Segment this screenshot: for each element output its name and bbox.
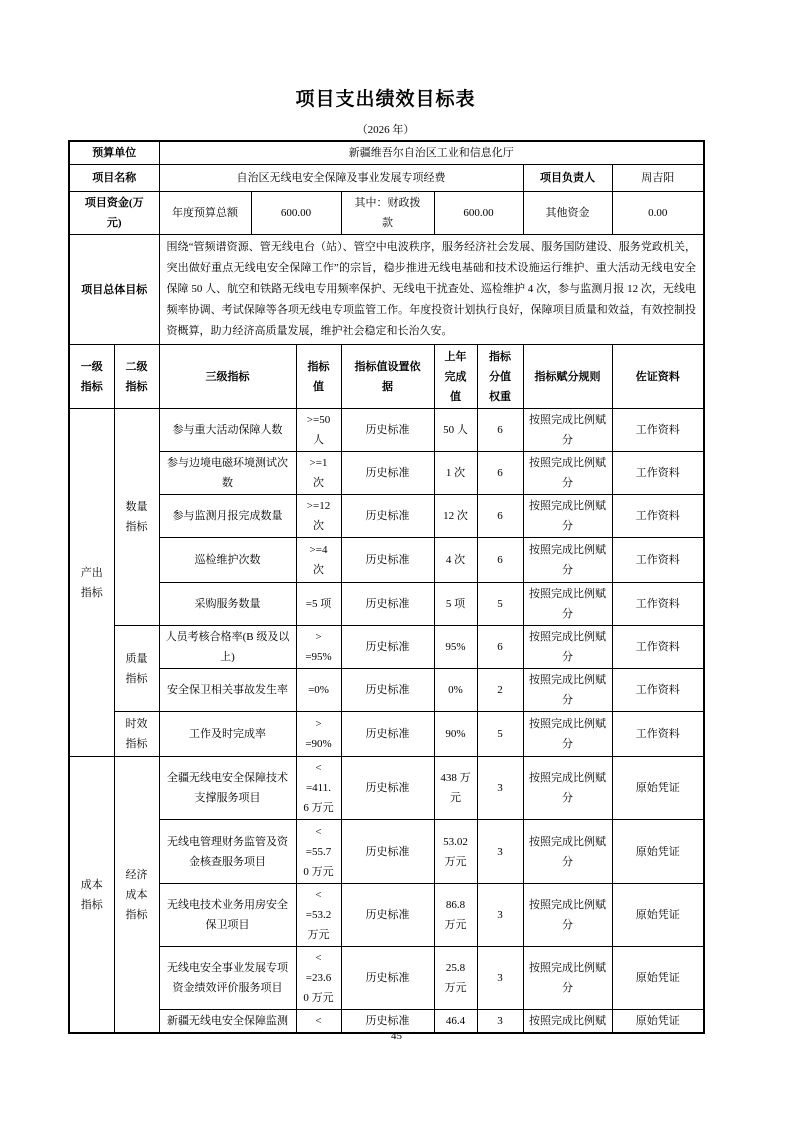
indicator-basis: 历史标准 — [341, 495, 434, 538]
indicator-weight: 5 — [477, 712, 523, 757]
indicator-rule: 按照完成比例赋 分 — [523, 757, 612, 820]
indicator-rule: 按照完成比例赋 分 — [523, 538, 612, 583]
indicator-basis: 历史标准 — [341, 712, 434, 757]
project-leader-value: 周吉阳 — [612, 165, 704, 192]
indicator-weight: 3 — [477, 947, 523, 1010]
indicator-basis: 历史标准 — [341, 947, 434, 1010]
indicator-evidence: 工作资料 — [612, 495, 704, 538]
project-leader-label: 项目负责人 — [523, 165, 612, 192]
overall-goal-text: 围绕“管频谱资源、管无线电台（站）、管空中电波秩序，服务经济社会发展、服务国防建设、服务党政机关，突出做好重点无线电安全保障工作”的宗旨，稳步推进无线电基础和技术设施运行维护、重大活动无线电安全保障 50 人、航空和铁路无线电专用频率保护、无线电干扰查处、巡检维护 4 次，参与监测月报 12 次，无线电频率协调、考试保障等各项无线电专项监管工作。年度投资计划执行良好，保障项目质量和效益，有效控制投资概算，助力经济高质量发展，维护社会稳定和长治久安。 — [159, 235, 704, 345]
indicator-rule: 按照完成比例赋 分 — [523, 884, 612, 947]
annual-budget-value: 600.00 — [251, 192, 341, 235]
indicator-row — [69, 884, 704, 947]
indicator-rule: 按照完成比例赋 分 — [523, 583, 612, 626]
indicator-prev: 1 次 — [434, 452, 477, 495]
indicator-weight: 6 — [477, 409, 523, 452]
indicator-weight: 3 — [477, 757, 523, 820]
indicator-weight: 6 — [477, 495, 523, 538]
indicator-rule: 按照完成比例赋 — [523, 1010, 612, 1034]
indicator-rule: 按照完成比例赋 分 — [523, 669, 612, 712]
indicator-basis: 历史标准 — [341, 452, 434, 495]
indicator-basis: 历史标准 — [341, 626, 434, 669]
indicator-target: > =95% — [296, 626, 341, 669]
indicator-rule: 按照完成比例赋 分 — [523, 947, 612, 1010]
indicator-target: < =55.7 0 万元 — [296, 820, 341, 884]
group-cost-indicators: 成本 指标 — [69, 757, 114, 1034]
indicator-prev: 50 人 — [434, 409, 477, 452]
indicator-target: >=50 人 — [296, 409, 341, 452]
indicator-weight: 2 — [477, 669, 523, 712]
overall-goal-label: 项目总体目标 — [69, 235, 159, 345]
indicator-header-row — [69, 345, 704, 409]
budget-unit-row — [69, 141, 704, 165]
indicator-prev: 86.8 万元 — [434, 884, 477, 947]
project-name-row — [69, 165, 704, 192]
indicator-basis: 历史标准 — [341, 820, 434, 884]
indicator-row — [69, 626, 704, 669]
indicator-target: >=12 次 — [296, 495, 341, 538]
header-weight: 指标 分值 权重 — [477, 345, 523, 409]
group-quantity-indicators: 数量 指标 — [114, 409, 159, 626]
indicator-name: 人员考核合格率(B 级及以上) — [159, 626, 296, 669]
indicator-evidence: 原始凭证 — [612, 820, 704, 884]
indicator-name: 无线电管理财务监管及资金核查服务项目 — [159, 820, 296, 884]
fiscal-allocation-label: 其中：财政拨 款 — [341, 192, 434, 235]
indicator-prev: 12 次 — [434, 495, 477, 538]
page-number: 45 — [391, 1030, 402, 1042]
indicator-prev: 53.02 万元 — [434, 820, 477, 884]
indicator-target: >=1 次 — [296, 452, 341, 495]
page-subtitle: （2026 年） — [356, 124, 415, 136]
indicator-prev: 438 万 元 — [434, 757, 477, 820]
indicator-weight: 5 — [477, 583, 523, 626]
fiscal-allocation-value: 600.00 — [434, 192, 523, 235]
indicator-row — [69, 409, 704, 452]
indicator-evidence: 原始凭证 — [612, 757, 704, 820]
indicator-name: 参与重大活动保障人数 — [159, 409, 296, 452]
indicator-row — [69, 495, 704, 538]
group-economic-cost-indicators: 经济 成本 指标 — [114, 757, 159, 1034]
indicator-basis: 历史标准 — [341, 1010, 434, 1034]
indicator-name: 工作及时完成率 — [159, 712, 296, 757]
budget-unit-label: 预算单位 — [69, 141, 159, 165]
indicator-weight: 6 — [477, 452, 523, 495]
indicator-row — [69, 757, 704, 820]
indicator-weight: 3 — [477, 884, 523, 947]
indicator-rule: 按照完成比例赋 分 — [523, 409, 612, 452]
header-level1: 一级 指标 — [69, 345, 114, 409]
indicator-row — [69, 947, 704, 1010]
indicator-basis: 历史标准 — [341, 538, 434, 583]
indicator-weight: 3 — [477, 820, 523, 884]
header-basis: 指标值设置依 据 — [341, 345, 434, 409]
indicator-basis: 历史标准 — [341, 757, 434, 820]
indicator-weight: 6 — [477, 626, 523, 669]
indicator-name: 全疆无线电安全保障技术支撑服务项目 — [159, 757, 296, 820]
annual-budget-label: 年度预算总额 — [159, 192, 251, 235]
indicator-prev: 4 次 — [434, 538, 477, 583]
indicator-target: < — [296, 1010, 341, 1034]
indicator-evidence: 工作资料 — [612, 409, 704, 452]
group-quality-indicators: 质量 指标 — [114, 626, 159, 712]
indicator-target: =0% — [296, 669, 341, 712]
indicator-target: >=4 次 — [296, 538, 341, 583]
group-timeliness-indicators: 时效 指标 — [114, 712, 159, 757]
indicator-evidence: 原始凭证 — [612, 1010, 704, 1034]
indicator-prev: 46.4 — [434, 1010, 477, 1034]
indicator-name: 采购服务数量 — [159, 583, 296, 626]
indicator-row — [69, 820, 704, 884]
indicator-prev: 5 项 — [434, 583, 477, 626]
indicator-name: 安全保卫相关事故发生率 — [159, 669, 296, 712]
indicator-name: 无线电技术业务用房安全保卫项目 — [159, 884, 296, 947]
indicator-evidence: 工作资料 — [612, 538, 704, 583]
header-target-value: 指标 值 — [296, 345, 341, 409]
overall-goal-row — [69, 235, 704, 345]
budget-unit-value: 新疆维吾尔自治区工业和信息化厅 — [159, 141, 704, 165]
indicator-name: 新疆无线电安全保障监测 — [159, 1010, 296, 1034]
performance-target-table — [68, 140, 705, 1034]
indicator-prev: 95% — [434, 626, 477, 669]
indicator-evidence: 工作资料 — [612, 452, 704, 495]
indicator-evidence: 原始凭证 — [612, 947, 704, 1010]
indicator-prev: 90% — [434, 712, 477, 757]
indicator-target: < =411. 6 万元 — [296, 757, 341, 820]
other-funds-label: 其他资金 — [523, 192, 612, 235]
indicator-weight: 3 — [477, 1010, 523, 1034]
header-prev-year: 上年 完成 值 — [434, 345, 477, 409]
header-level3: 三级指标 — [159, 345, 296, 409]
project-name-label: 项目名称 — [69, 165, 159, 192]
indicator-evidence: 原始凭证 — [612, 884, 704, 947]
indicator-row — [69, 669, 704, 712]
funds-label: 项目资金(万 元) — [69, 192, 159, 235]
indicator-prev: 0% — [434, 669, 477, 712]
indicator-row — [69, 583, 704, 626]
indicator-row — [69, 712, 704, 757]
indicator-name: 无线电安全事业发展专项资金绩效评价服务项目 — [159, 947, 296, 1010]
indicator-row — [69, 452, 704, 495]
indicator-rule: 按照完成比例赋 分 — [523, 452, 612, 495]
indicator-target: < =23.6 0 万元 — [296, 947, 341, 1010]
indicator-name: 参与边境电磁环境测试次数 — [159, 452, 296, 495]
indicator-rule: 按照完成比例赋 分 — [523, 626, 612, 669]
indicator-rule: 按照完成比例赋 分 — [523, 712, 612, 757]
indicator-target: > =90% — [296, 712, 341, 757]
indicator-name: 参与监测月报完成数量 — [159, 495, 296, 538]
indicator-rule: 按照完成比例赋 分 — [523, 820, 612, 884]
indicator-evidence: 工作资料 — [612, 626, 704, 669]
header-evidence: 佐证资料 — [612, 345, 704, 409]
indicator-prev: 25.8 万元 — [434, 947, 477, 1010]
project-name-value: 自治区无线电安全保障及事业发展专项经费 — [159, 165, 523, 192]
indicator-basis: 历史标准 — [341, 884, 434, 947]
page-title: 项目支出绩效目标表 — [295, 89, 476, 110]
indicator-row — [69, 538, 704, 583]
indicator-weight: 6 — [477, 538, 523, 583]
indicator-basis: 历史标准 — [341, 669, 434, 712]
header-scoring-rule: 指标赋分规则 — [523, 345, 612, 409]
indicator-target: < =53.2 万元 — [296, 884, 341, 947]
indicator-target: =5 项 — [296, 583, 341, 626]
indicator-basis: 历史标准 — [341, 409, 434, 452]
indicator-evidence: 工作资料 — [612, 669, 704, 712]
header-level2: 二级 指标 — [114, 345, 159, 409]
indicator-rule: 按照完成比例赋 分 — [523, 495, 612, 538]
group-output-indicators: 产出 指标 — [69, 409, 114, 757]
project-funds-row — [69, 192, 704, 235]
indicator-evidence: 工作资料 — [612, 712, 704, 757]
indicator-evidence: 工作资料 — [612, 583, 704, 626]
other-funds-value: 0.00 — [612, 192, 704, 235]
indicator-name: 巡检维护次数 — [159, 538, 296, 583]
indicator-basis: 历史标准 — [341, 583, 434, 626]
